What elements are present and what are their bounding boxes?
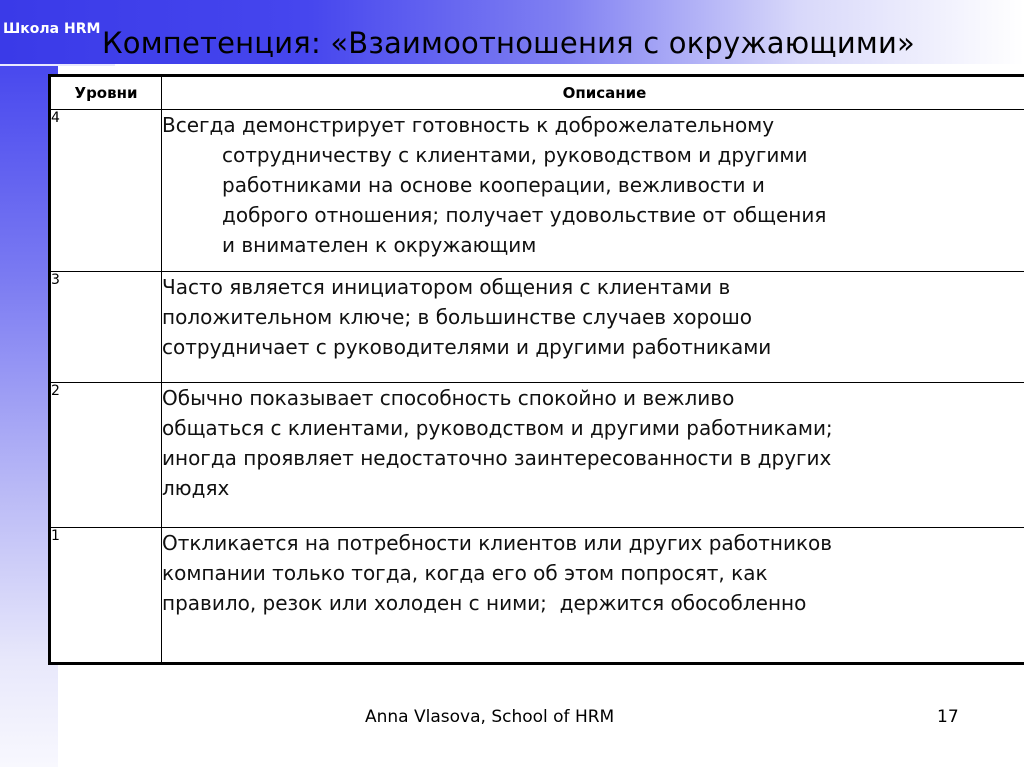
level-cell: 2 (51, 383, 162, 528)
school-logo: Школа HRM (3, 21, 101, 37)
description-line: и внимателен к окружающим (222, 233, 537, 257)
description-line: Обычно показывает способность спокойно и вежливо (162, 386, 735, 410)
description-cell (162, 110, 1024, 272)
description-line: Откликается на потребности клиентов или других работников (162, 531, 833, 555)
description-line: Всегда демонстрирует готовность к доброжелательному (162, 113, 775, 137)
table-row (51, 528, 1024, 666)
competency-table (48, 74, 1024, 665)
footer-author: Anna Vlasova, School of HRM (365, 707, 615, 727)
description-line: правило, резок или холоден с ними; держится обособленно (162, 591, 807, 615)
description-line: сотрудничает с руководителями и другими работниками (162, 335, 772, 359)
description-line: работниками на основе кооперации, вежливости и (222, 173, 765, 197)
column-header-description: Описание (162, 77, 1024, 110)
table-row (51, 272, 1024, 383)
banner-divider (0, 64, 115, 66)
description-line: людях (162, 476, 230, 500)
table-row (51, 110, 1024, 272)
table-row (51, 383, 1024, 528)
slide-title: Компетенция: «Взаимоотношения с окружающими» (102, 26, 915, 60)
level-cell: 4 (51, 110, 162, 272)
level-cell: 1 (51, 528, 162, 666)
description-cell (162, 383, 1024, 528)
description-line: Часто является инициатором общения с клиентами в (162, 275, 731, 299)
page-number: 17 (937, 707, 959, 727)
description-line: компании только тогда, когда его об этом попросят, как (162, 561, 768, 585)
description-line: доброго отношения; получает удовольствие от общения (222, 203, 827, 227)
description-line: общаться с клиентами, руководством и другими работниками; (162, 416, 833, 440)
description-cell (162, 272, 1024, 383)
description-line: иногда проявляет недостаточно заинтересованности в других (162, 446, 832, 470)
description-cell (162, 528, 1024, 666)
level-cell: 3 (51, 272, 162, 383)
description-line: сотрудничеству с клиентами, руководством и другими (222, 143, 808, 167)
table-header-row (51, 77, 1024, 110)
description-line: положительном ключе; в большинстве случаев хорошо (162, 305, 752, 329)
column-header-levels: Уровни (51, 77, 162, 110)
